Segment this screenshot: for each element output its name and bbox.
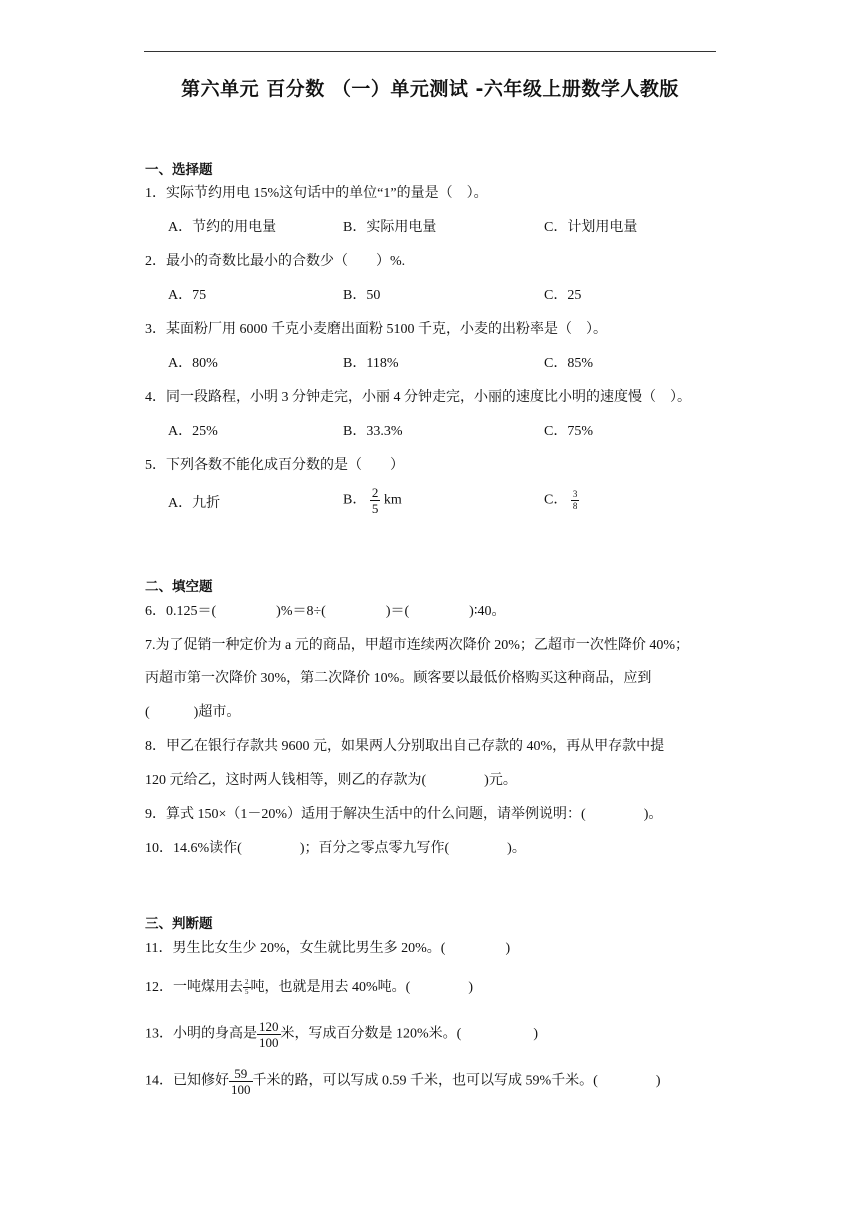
- option-b-unit: km: [383, 492, 402, 508]
- q14-fraction: [229, 1067, 253, 1096]
- question-10: [145, 839, 526, 859]
- fraction-denominator: 8: [572, 501, 578, 511]
- option-b: [343, 486, 402, 515]
- option-b-prefix: B．: [343, 492, 367, 508]
- question-5: 5．下列各数不能化成百分数的是（ ）: [145, 458, 404, 473]
- option-c-fraction: [571, 490, 580, 511]
- option-c: C．85%: [544, 356, 593, 371]
- fraction-denominator: 5: [371, 501, 379, 516]
- option-b: B．实际用电量: [343, 220, 437, 235]
- question-8-line-1: 8．甲乙在银行存款共 9600 元，如果两人分别取出自己存款的 40%，再从甲存款中提: [145, 739, 665, 754]
- q6-part-4: )∶40。: [469, 604, 506, 619]
- question-3: 3．某面粉厂用 6000 千克小麦磨出面粉 5100 千克，小麦的出粉率是（ ）。: [145, 322, 607, 337]
- option-c: C．计划用电量: [544, 220, 638, 235]
- fraction-numerator: 120: [259, 1019, 279, 1034]
- option-c: C．75%: [544, 424, 593, 439]
- q13-part-3: ): [533, 1026, 538, 1042]
- question-12: [145, 978, 473, 998]
- section-heading-judge: 三、判断题: [145, 916, 213, 932]
- q13-part-1: 13．小明的身高是: [145, 1026, 257, 1042]
- option-a: A．节约的用电量: [168, 220, 277, 235]
- question-7-line-2: 丙超市第一次降价 30%，第二次降价 10%。顾客要以最低价格购买这种商品，应到: [145, 671, 652, 686]
- question-3-options: [168, 354, 728, 374]
- fraction-numerator: 3: [572, 489, 578, 499]
- q9-part-1: 9．算式 150×（1－20%）适用于解决生活中的什么问题，请举例说明：(: [145, 807, 586, 822]
- q12-part-3: ): [468, 980, 473, 995]
- q11-part-2: ): [505, 941, 511, 956]
- q7-open-paren: (: [145, 705, 150, 720]
- q9-part-2: )。: [643, 807, 663, 822]
- q6-part-1: 6．0.125＝(: [145, 604, 217, 619]
- option-b-fraction: [370, 486, 381, 515]
- q8-part-1: 120 元给乙，这时两人钱相等，则乙的存款为(: [145, 773, 427, 788]
- q10-part-2: )；百分之零点零九写作(: [299, 841, 450, 856]
- q12-fraction: [243, 979, 251, 996]
- option-a: A．九折: [168, 496, 221, 511]
- question-8-line-2: [145, 771, 517, 791]
- question-13: [145, 1020, 538, 1049]
- q14-part-3: ): [655, 1073, 661, 1089]
- q12-part-2: 吨，也就是用去 40%吨。(: [250, 980, 411, 995]
- q13-fraction: [257, 1020, 281, 1049]
- fraction-denominator: 100: [231, 1082, 251, 1097]
- q11-part-1: 11．男生比女生少 20%，女生就比男生多 20%。(: [145, 941, 446, 956]
- q10-part-3: )。: [507, 841, 526, 856]
- option-b: B．50: [343, 288, 381, 303]
- option-a: A．80%: [168, 356, 218, 371]
- option-c: [544, 490, 579, 511]
- fraction-denominator: 5: [245, 988, 249, 997]
- fraction-numerator: 2: [245, 978, 249, 987]
- q13-part-2: 米，写成百分数是 120%米。(: [280, 1026, 462, 1042]
- q7-tail: )超市。: [193, 705, 241, 720]
- fraction-numerator: 59: [229, 1067, 253, 1082]
- question-4-options: [168, 422, 728, 442]
- option-c: C．25: [544, 288, 582, 303]
- q14-part-1: 14．已知修好: [145, 1073, 229, 1089]
- question-5-options: [168, 485, 728, 516]
- q8-part-2: )元。: [484, 773, 517, 788]
- question-14: [145, 1067, 661, 1096]
- q6-part-3: )＝(: [385, 604, 410, 619]
- question-1-options: [168, 218, 728, 238]
- fraction-numerator: 2: [371, 485, 379, 500]
- page-title: 第六单元 百分数 （一）单元测试 -六年级上册数学人教版: [181, 78, 679, 100]
- question-7-line-1: 7.为了促销一种定价为 a 元的商品，甲超市连续两次降价 20%；乙超市一次性降价 40%；: [145, 638, 690, 653]
- question-7-line-3: [145, 703, 240, 723]
- q6-part-2: )%＝8÷(: [276, 604, 326, 619]
- option-a: A．75: [168, 288, 207, 303]
- q14-part-2: 千米的路，可以写成 0.59 千米，也可以写成 59%千米。(: [252, 1073, 598, 1089]
- question-2-options: [168, 286, 728, 306]
- header-rule: [144, 51, 716, 52]
- section-heading-fill: 二、填空题: [145, 579, 213, 595]
- question-2: 2．最小的奇数比最小的合数少（ ）%.: [145, 254, 406, 269]
- section-heading-choice: 一、选择题: [145, 162, 213, 178]
- q10-part-1: 10．14.6%读作(: [145, 841, 242, 856]
- question-1: 1．实际节约用电 15%这句话中的单位“1”的量是（ ）。: [145, 186, 488, 201]
- question-9: [145, 805, 662, 825]
- q12-part-1: 12．一吨煤用去: [145, 980, 243, 995]
- option-c-prefix: C．: [544, 492, 568, 508]
- option-a: A．25%: [168, 424, 218, 439]
- question-6: [145, 602, 505, 622]
- question-11: [145, 939, 510, 959]
- option-b: B．118%: [343, 356, 399, 371]
- question-4: 4．同一段路程，小明 3 分钟走完，小丽 4 分钟走完，小丽的速度比小明的速度慢（ ）。: [145, 390, 691, 405]
- fraction-denominator: 100: [259, 1035, 279, 1050]
- option-b: B．33.3%: [343, 424, 403, 439]
